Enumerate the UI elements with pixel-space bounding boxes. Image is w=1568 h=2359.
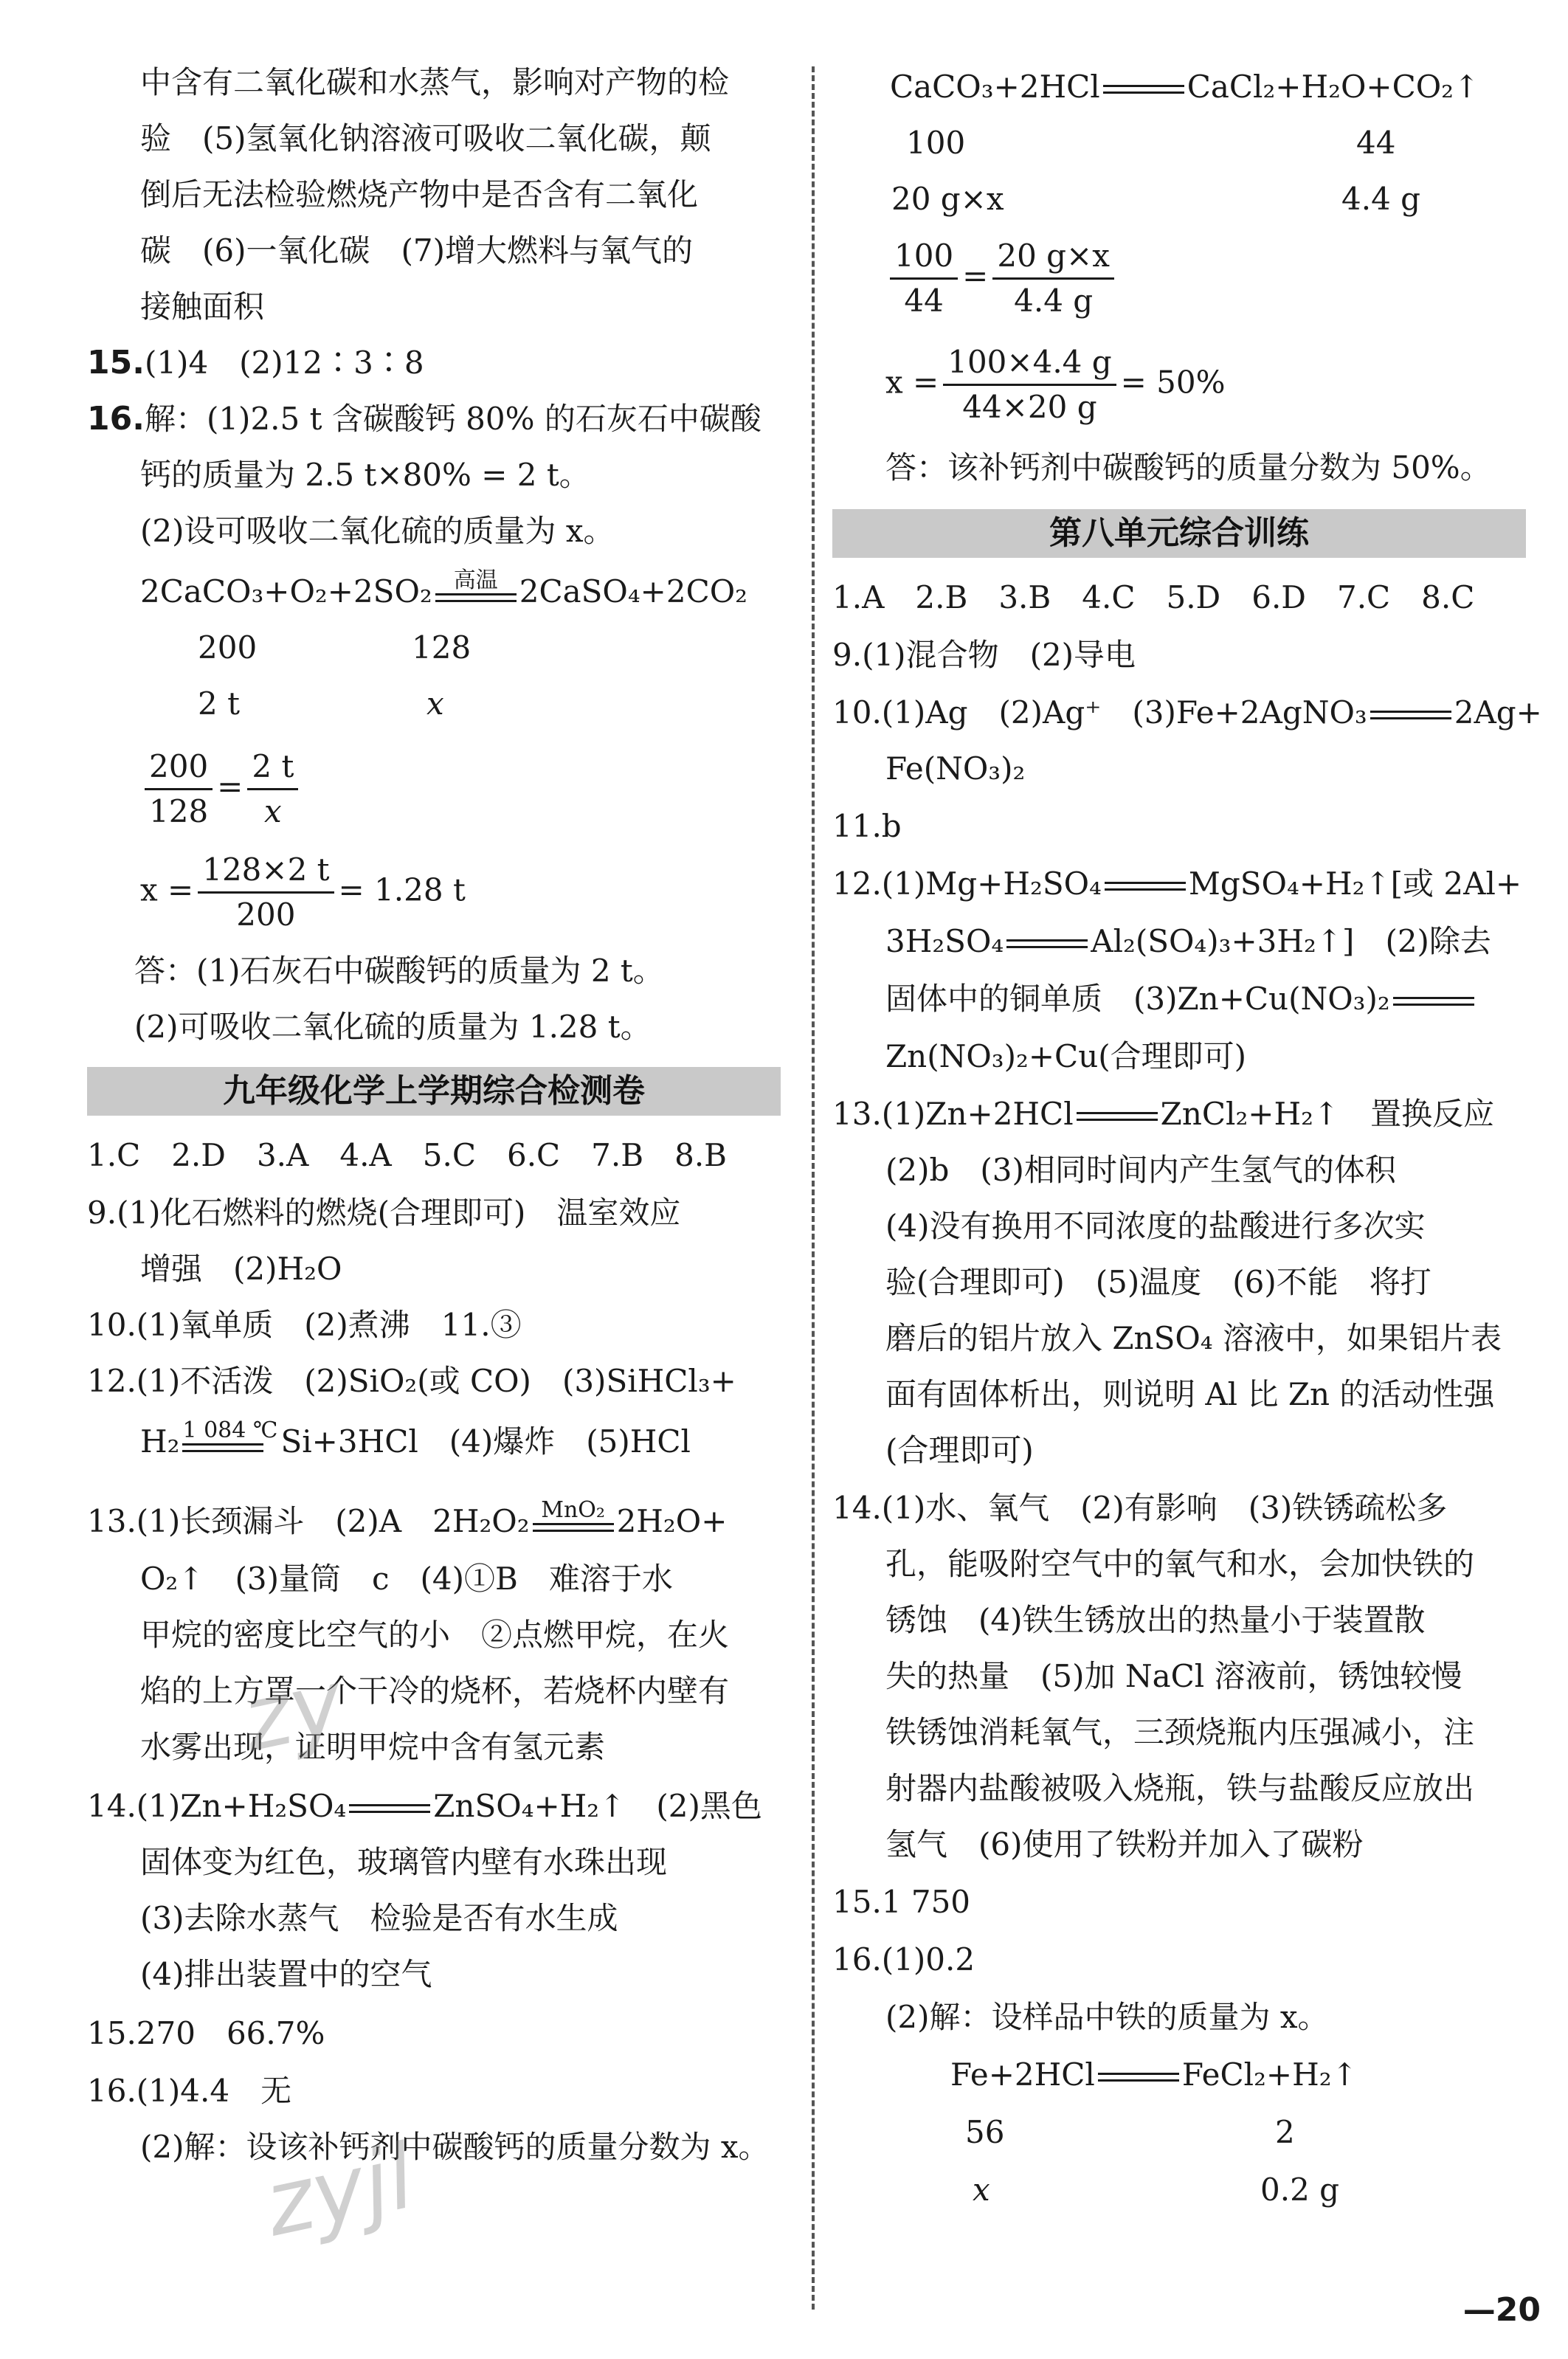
denominator: 128: [149, 793, 209, 829]
question-9: 9.(1)化石燃料的燃烧(合理即可) 温室效应: [87, 1195, 681, 1231]
question-number: 16.: [87, 400, 145, 438]
fraction: [247, 745, 298, 833]
equation-products: CaCl₂+H₂O+CO₂↑: [1187, 69, 1480, 105]
question-number: 15.: [87, 344, 145, 381]
condition-text: 高温: [453, 567, 498, 593]
text-segment: 2H₂O+: [616, 1503, 728, 1539]
text-segment: ZnCl₂+H₂↑ 置换反应: [1160, 1096, 1495, 1132]
numerator: 100: [890, 235, 958, 280]
question-16: 16.(1)4.4 无: [87, 2073, 292, 2109]
answer-line: (2)可吸收二氧化硫的质量为 1.28 t。: [134, 1009, 652, 1045]
text-line: (合理即可): [885, 1432, 1034, 1468]
solution-equation: [140, 849, 466, 936]
given-value: 4.4 g: [1341, 181, 1421, 217]
denominator: 4.4 g: [1014, 283, 1094, 319]
lhs: x =: [885, 364, 939, 401]
condition-text: MnO₂: [541, 1497, 605, 1523]
text-line: 失的热量 (5)加 NaCl 溶液前，锈蚀较慢: [885, 1658, 1462, 1694]
equals-bar: [1077, 1112, 1158, 1121]
text-segment: ZnSO₄+H₂↑ (2)黑色: [433, 1788, 762, 1824]
question-10: [832, 691, 1542, 735]
equation-reactants: CaCO₃+2HCl: [890, 69, 1100, 105]
watermark-mark: zy: [234, 1651, 353, 1772]
given-value: 0.2 g: [1260, 2172, 1340, 2208]
text-line: 增强 (2)H₂O: [140, 1251, 342, 1287]
denominator: 200: [236, 897, 296, 933]
text-line: 碳 (6)一氧化碳 (7)增大燃料与氧气的: [140, 232, 693, 269]
question-14: [87, 1784, 762, 1828]
section-banner: 第八单元综合训练: [832, 509, 1526, 558]
molar-mass: 56: [965, 2114, 1005, 2150]
text-line: 锈蚀 (4)铁生锈放出的热量小于装置散: [885, 1602, 1426, 1638]
denominator: 44: [904, 283, 944, 319]
text-segment: 2Ag+: [1454, 694, 1542, 731]
fraction: [145, 745, 213, 833]
text-line: O₂↑ (3)量筒 c (4)①B 难溶于水: [140, 1561, 673, 1597]
molar-mass: 100: [906, 125, 966, 161]
text-line: 面有固体析出，则说明 Al 比 Zn 的活动性强: [885, 1376, 1495, 1412]
reaction-condition: [182, 1418, 277, 1464]
question-15: [87, 341, 424, 385]
answer-line: 答：该补钙剂中碳酸钙的质量分数为 50%。: [885, 449, 1491, 486]
question-14: 14.(1)水、氧气 (2)有影响 (3)铁锈疏松多: [832, 1490, 1448, 1526]
text-line: (3)去除水蒸气 检验是否有水生成: [140, 1900, 618, 1936]
numerator: 20 g×x: [992, 235, 1114, 280]
answer-line: 答：(1)石灰石中碳酸钙的质量为 2 t。: [134, 953, 664, 989]
equals-bar: [1393, 997, 1474, 1006]
fraction: [890, 235, 958, 322]
text-line: 甲烷的密度比空气的小 ②点燃甲烷，在火: [140, 1617, 730, 1653]
text-line: 水雾出现，证明甲烷中含有氢元素: [140, 1729, 606, 1765]
text-segment: MgSO₄+H₂↑[或 2Al+: [1188, 866, 1522, 902]
answer-text: 解：(1)2.5 t 含碳酸钙 80% 的石灰石中碳酸: [144, 401, 761, 437]
lhs: x =: [140, 871, 194, 908]
chemical-equation: [140, 568, 747, 614]
text-line: (2)解：设样品中铁的质量为 x。: [885, 1999, 1329, 2035]
equals-bar: [349, 1804, 430, 1813]
question-12: [832, 862, 1522, 906]
numerator: 100×4.4 g: [943, 341, 1116, 386]
text-line: (2)b (3)相同时间内产生氢气的体积: [885, 1152, 1396, 1188]
question-10-11: 10.(1)氧单质 (2)煮沸 11.③: [87, 1307, 522, 1343]
multiple-choice-answers: 1.C 2.D 3.A 4.A 5.C 6.C 7.B 8.B: [87, 1137, 728, 1173]
text-segment: 14.(1)Zn+H₂SO₄: [87, 1788, 347, 1824]
chemical-equation: [950, 2053, 1358, 2097]
equals-sign: =: [217, 768, 244, 805]
text-line: 磨后的铝片放入 ZnSO₄ 溶液中，如果铝片表: [885, 1320, 1502, 1356]
question-16: [87, 397, 761, 441]
equation-reactants: H₂: [140, 1423, 180, 1460]
proportion-equation: [885, 235, 1119, 322]
chemical-equation: [140, 1418, 691, 1464]
rhs: = 1.28 t: [338, 871, 466, 908]
numerator: 2 t: [247, 745, 298, 790]
watermark-mark: zyjl: [256, 2125, 423, 2257]
column-divider: [812, 66, 815, 2310]
text-segment: 13.(1)Zn+2HCl: [832, 1096, 1074, 1132]
fraction: [992, 235, 1114, 322]
fraction: [943, 341, 1116, 429]
equation-products: Si+3HCl (4)爆炸 (5)HCl: [280, 1423, 691, 1460]
text-line: 射器内盐酸被吸入烧瓶，铁与盐酸反应放出: [885, 1770, 1475, 1806]
unknown-value: x: [426, 685, 444, 722]
numerator: 200: [145, 745, 213, 790]
text-line: [885, 977, 1477, 1021]
reaction-condition: [435, 568, 517, 614]
molar-mass: 2: [1275, 2114, 1295, 2150]
text-line: Zn(NO₃)₂+Cu(合理即可): [885, 1038, 1247, 1074]
equals-bar: [1105, 882, 1186, 891]
equals-bar: [1098, 2073, 1179, 2082]
unknown-value: x: [973, 2172, 990, 2208]
given-value: 2 t: [198, 685, 240, 722]
equals-bar: [1103, 85, 1184, 94]
equation-products: FeCl₂+H₂↑: [1181, 2056, 1358, 2093]
molar-mass: 128: [412, 629, 472, 666]
question-11: 11.b: [832, 808, 902, 844]
denominator: x: [264, 793, 282, 829]
question-15: 15.1 750: [832, 1884, 971, 1920]
equals-bar: [435, 593, 517, 602]
question-13: [87, 1498, 727, 1544]
equals-bar: [182, 1443, 263, 1452]
question-12: 12.(1)不活泼 (2)SiO₂(或 CO) (3)SiHCl₃+: [87, 1363, 736, 1399]
equals-bar: [1006, 939, 1088, 948]
text-segment: 10.(1)Ag (2)Ag⁺ (3)Fe+2AgNO₃: [832, 694, 1367, 731]
text-line: 验(合理即可) (5)温度 (6)不能 将打: [885, 1264, 1431, 1300]
fraction: [198, 849, 334, 936]
question-16: 16.(1)0.2: [832, 1941, 975, 1978]
text-line: (2)设可吸收二氧化硫的质量为 x。: [140, 513, 615, 549]
text-line: (2)解：设该补钙剂中碳酸钙的质量分数为 x。: [140, 2129, 770, 2165]
question-15: 15.270 66.7%: [87, 2015, 325, 2051]
equation-products: 2CaSO₄+2CO₂: [519, 573, 747, 609]
text-line: 钙的质量为 2.5 t×80% = 2 t。: [140, 457, 590, 493]
text-segment: 固体中的铜单质 (3)Zn+Cu(NO₃)₂: [885, 981, 1390, 1017]
text-line: 铁锈蚀消耗氧气，三颈烧瓶内压强减小，注: [885, 1714, 1475, 1750]
proportion-equation: [140, 745, 303, 833]
equation-reactants: 2CaCO₃+O₂+2SO₂: [140, 573, 432, 609]
section-banner: 九年级化学上学期综合检测卷: [87, 1067, 781, 1116]
molar-mass: 200: [198, 629, 258, 666]
condition-text: 1 084 ℃: [182, 1417, 278, 1443]
molar-mass: 44: [1356, 125, 1396, 161]
text-segment: 12.(1)Mg+H₂SO₄: [832, 866, 1102, 902]
text-line: Fe(NO₃)₂: [885, 750, 1026, 787]
chemical-equation: [890, 65, 1479, 109]
rhs: = 50%: [1120, 364, 1226, 401]
text-segment: Al₂(SO₄)₃+3H₂↑] (2)除去: [1091, 923, 1491, 959]
equals-bar: [1370, 711, 1451, 719]
numerator: 128×2 t: [198, 849, 334, 894]
answer-text: (1)4 (2)12∶3∶8: [144, 345, 424, 381]
multiple-choice-answers: 1.A 2.B 3.B 4.C 5.D 6.D 7.C 8.C: [832, 579, 1475, 615]
equation-reactants: Fe+2HCl: [950, 2056, 1095, 2093]
text-line: 孔，能吸附空气中的氧气和水，会加快铁的: [885, 1546, 1475, 1582]
text-line: 氢气 (6)使用了铁粉并加入了碳粉: [885, 1826, 1364, 1862]
text-line: 焰的上方罩一个干冷的烧杯，若烧杯内壁有: [140, 1673, 730, 1709]
question-13: [832, 1092, 1494, 1136]
text-line: 倒后无法检验燃烧产物中是否含有二氧化: [140, 176, 699, 213]
text-line: (4)没有换用不同浓度的盐酸进行多次实: [885, 1208, 1426, 1244]
text-segment: 13.(1)长颈漏斗 (2)A 2H₂O₂: [87, 1503, 530, 1539]
solution-equation: [885, 341, 1226, 429]
text-line: 接触面积: [140, 289, 265, 325]
text-line: [885, 919, 1491, 964]
text-line: 中含有二氧化碳和水蒸气，影响对产物的检: [140, 64, 730, 100]
page-number: —20: [1462, 2291, 1541, 2329]
text-segment: 3H₂SO₄: [885, 923, 1004, 959]
text-line: (4)排出装置中的空气: [140, 1956, 432, 1992]
equals-sign: =: [962, 258, 989, 294]
question-9: 9.(1)混合物 (2)导电: [832, 637, 1136, 673]
text-line: 固体变为红色，玻璃管内壁有水珠出现: [140, 1844, 668, 1880]
denominator: 44×20 g: [962, 389, 1097, 425]
equals-bar: [533, 1523, 614, 1532]
reaction-condition: [533, 1498, 614, 1544]
given-value: 20 g×x: [891, 181, 1004, 217]
text-line: 验 (5)氢氧化钠溶液可吸收二氧化碳，颠: [140, 120, 711, 156]
